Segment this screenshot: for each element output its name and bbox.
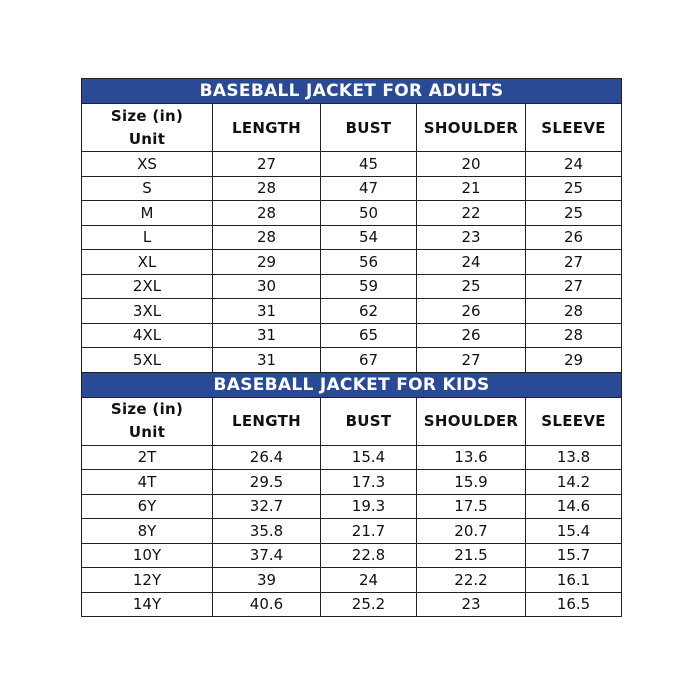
adults-unit-label: Unit: [128, 129, 166, 148]
kids-unit-label: Unit: [128, 423, 166, 441]
bust-cell: 25.2: [321, 592, 417, 617]
size-cell: 2XL: [82, 274, 213, 299]
bust-cell: 19.3: [321, 494, 417, 519]
sleeve-cell: 28: [526, 323, 622, 348]
sleeve-cell: 28: [526, 299, 622, 324]
size-cell: 14Y: [82, 592, 213, 617]
table-row: [82, 299, 622, 324]
length-cell: 29.5: [213, 470, 321, 495]
bust-cell: 47: [321, 176, 417, 201]
kids-size-label: Size (in): [110, 400, 184, 418]
shoulder-cell: 13.6: [417, 445, 526, 470]
size-cell: 10Y: [82, 543, 213, 568]
length-cell: 31: [213, 348, 321, 373]
length-cell: 31: [213, 323, 321, 348]
sleeve-cell: 27: [526, 274, 622, 299]
shoulder-cell: 23: [417, 225, 526, 250]
shoulder-cell: 22.2: [417, 568, 526, 593]
adults-size-unit-header: [82, 104, 213, 152]
bust-cell: 56: [321, 250, 417, 275]
table-row: [82, 274, 622, 299]
bust-cell: 50: [321, 201, 417, 226]
size-cell: 12Y: [82, 568, 213, 593]
length-cell: 35.8: [213, 519, 321, 544]
sleeve-cell: 25: [526, 176, 622, 201]
adults-shoulder-header: SHOULDER: [417, 104, 526, 152]
shoulder-cell: 17.5: [417, 494, 526, 519]
length-cell: 26.4: [213, 445, 321, 470]
size-cell: XS: [82, 152, 213, 177]
bust-cell: 67: [321, 348, 417, 373]
sleeve-cell: 14.6: [526, 494, 622, 519]
sleeve-cell: 26: [526, 225, 622, 250]
table-row: [82, 348, 622, 373]
size-chart-table: [81, 78, 622, 617]
size-cell: 5XL: [82, 348, 213, 373]
size-cell: M: [82, 201, 213, 226]
sleeve-cell: 13.8: [526, 445, 622, 470]
size-cell: XL: [82, 250, 213, 275]
sleeve-cell: 24: [526, 152, 622, 177]
bust-cell: 24: [321, 568, 417, 593]
bust-cell: 22.8: [321, 543, 417, 568]
adults-length-header: LENGTH: [213, 104, 321, 152]
sleeve-cell: 16.1: [526, 568, 622, 593]
shoulder-cell: 24: [417, 250, 526, 275]
length-cell: 30: [213, 274, 321, 299]
length-cell: 29: [213, 250, 321, 275]
kids-section-title: BASEBALL JACKET FOR KIDS: [82, 372, 622, 397]
table-row: [82, 519, 622, 544]
kids-bust-header: BUST: [321, 397, 417, 445]
bust-cell: 17.3: [321, 470, 417, 495]
length-cell: 39: [213, 568, 321, 593]
shoulder-cell: 25: [417, 274, 526, 299]
adults-title-row: [82, 79, 622, 104]
table-row: [82, 592, 622, 617]
kids-shoulder-header: SHOULDER: [417, 397, 526, 445]
table-row: [82, 543, 622, 568]
bust-cell: 54: [321, 225, 417, 250]
table-row: [82, 323, 622, 348]
bust-cell: 62: [321, 299, 417, 324]
size-cell: 2T: [82, 445, 213, 470]
shoulder-cell: 15.9: [417, 470, 526, 495]
size-cell: 4T: [82, 470, 213, 495]
shoulder-cell: 26: [417, 323, 526, 348]
table-row: [82, 176, 622, 201]
length-cell: 28: [213, 225, 321, 250]
bust-cell: 59: [321, 274, 417, 299]
size-cell: 3XL: [82, 299, 213, 324]
kids-header-row: [82, 397, 622, 445]
table-row: [82, 494, 622, 519]
adults-bust-header: BUST: [321, 104, 417, 152]
bust-cell: 65: [321, 323, 417, 348]
size-chart-body: [82, 79, 622, 617]
table-row: [82, 152, 622, 177]
size-cell: L: [82, 225, 213, 250]
sleeve-cell: 15.7: [526, 543, 622, 568]
size-cell: 6Y: [82, 494, 213, 519]
kids-sleeve-header: SLEEVE: [526, 397, 622, 445]
length-cell: 37.4: [213, 543, 321, 568]
adults-sleeve-header: SLEEVE: [526, 104, 622, 152]
shoulder-cell: 26: [417, 299, 526, 324]
shoulder-cell: 27: [417, 348, 526, 373]
sleeve-cell: 29: [526, 348, 622, 373]
size-cell: 4XL: [82, 323, 213, 348]
size-cell: 8Y: [82, 519, 213, 544]
shoulder-cell: 22: [417, 201, 526, 226]
size-cell: S: [82, 176, 213, 201]
bust-cell: 21.7: [321, 519, 417, 544]
length-cell: 27: [213, 152, 321, 177]
bust-cell: 15.4: [321, 445, 417, 470]
table-row: [82, 470, 622, 495]
table-row: [82, 201, 622, 226]
kids-size-unit-header: [82, 397, 213, 445]
table-row: [82, 445, 622, 470]
sleeve-cell: 27: [526, 250, 622, 275]
shoulder-cell: 20: [417, 152, 526, 177]
bust-cell: 45: [321, 152, 417, 177]
sleeve-cell: 25: [526, 201, 622, 226]
kids-title-row: [82, 372, 622, 397]
shoulder-cell: 21.5: [417, 543, 526, 568]
table-row: [82, 225, 622, 250]
length-cell: 28: [213, 176, 321, 201]
shoulder-cell: 21: [417, 176, 526, 201]
adults-header-row: [82, 104, 622, 152]
adults-size-label: Size (in): [110, 106, 184, 125]
sleeve-cell: 14.2: [526, 470, 622, 495]
kids-length-header: LENGTH: [213, 397, 321, 445]
length-cell: 32.7: [213, 494, 321, 519]
length-cell: 31: [213, 299, 321, 324]
table-row: [82, 568, 622, 593]
length-cell: 28: [213, 201, 321, 226]
shoulder-cell: 23: [417, 592, 526, 617]
table-row: [82, 250, 622, 275]
sleeve-cell: 15.4: [526, 519, 622, 544]
sleeve-cell: 16.5: [526, 592, 622, 617]
shoulder-cell: 20.7: [417, 519, 526, 544]
length-cell: 40.6: [213, 592, 321, 617]
adults-section-title: BASEBALL JACKET FOR ADULTS: [82, 79, 622, 104]
